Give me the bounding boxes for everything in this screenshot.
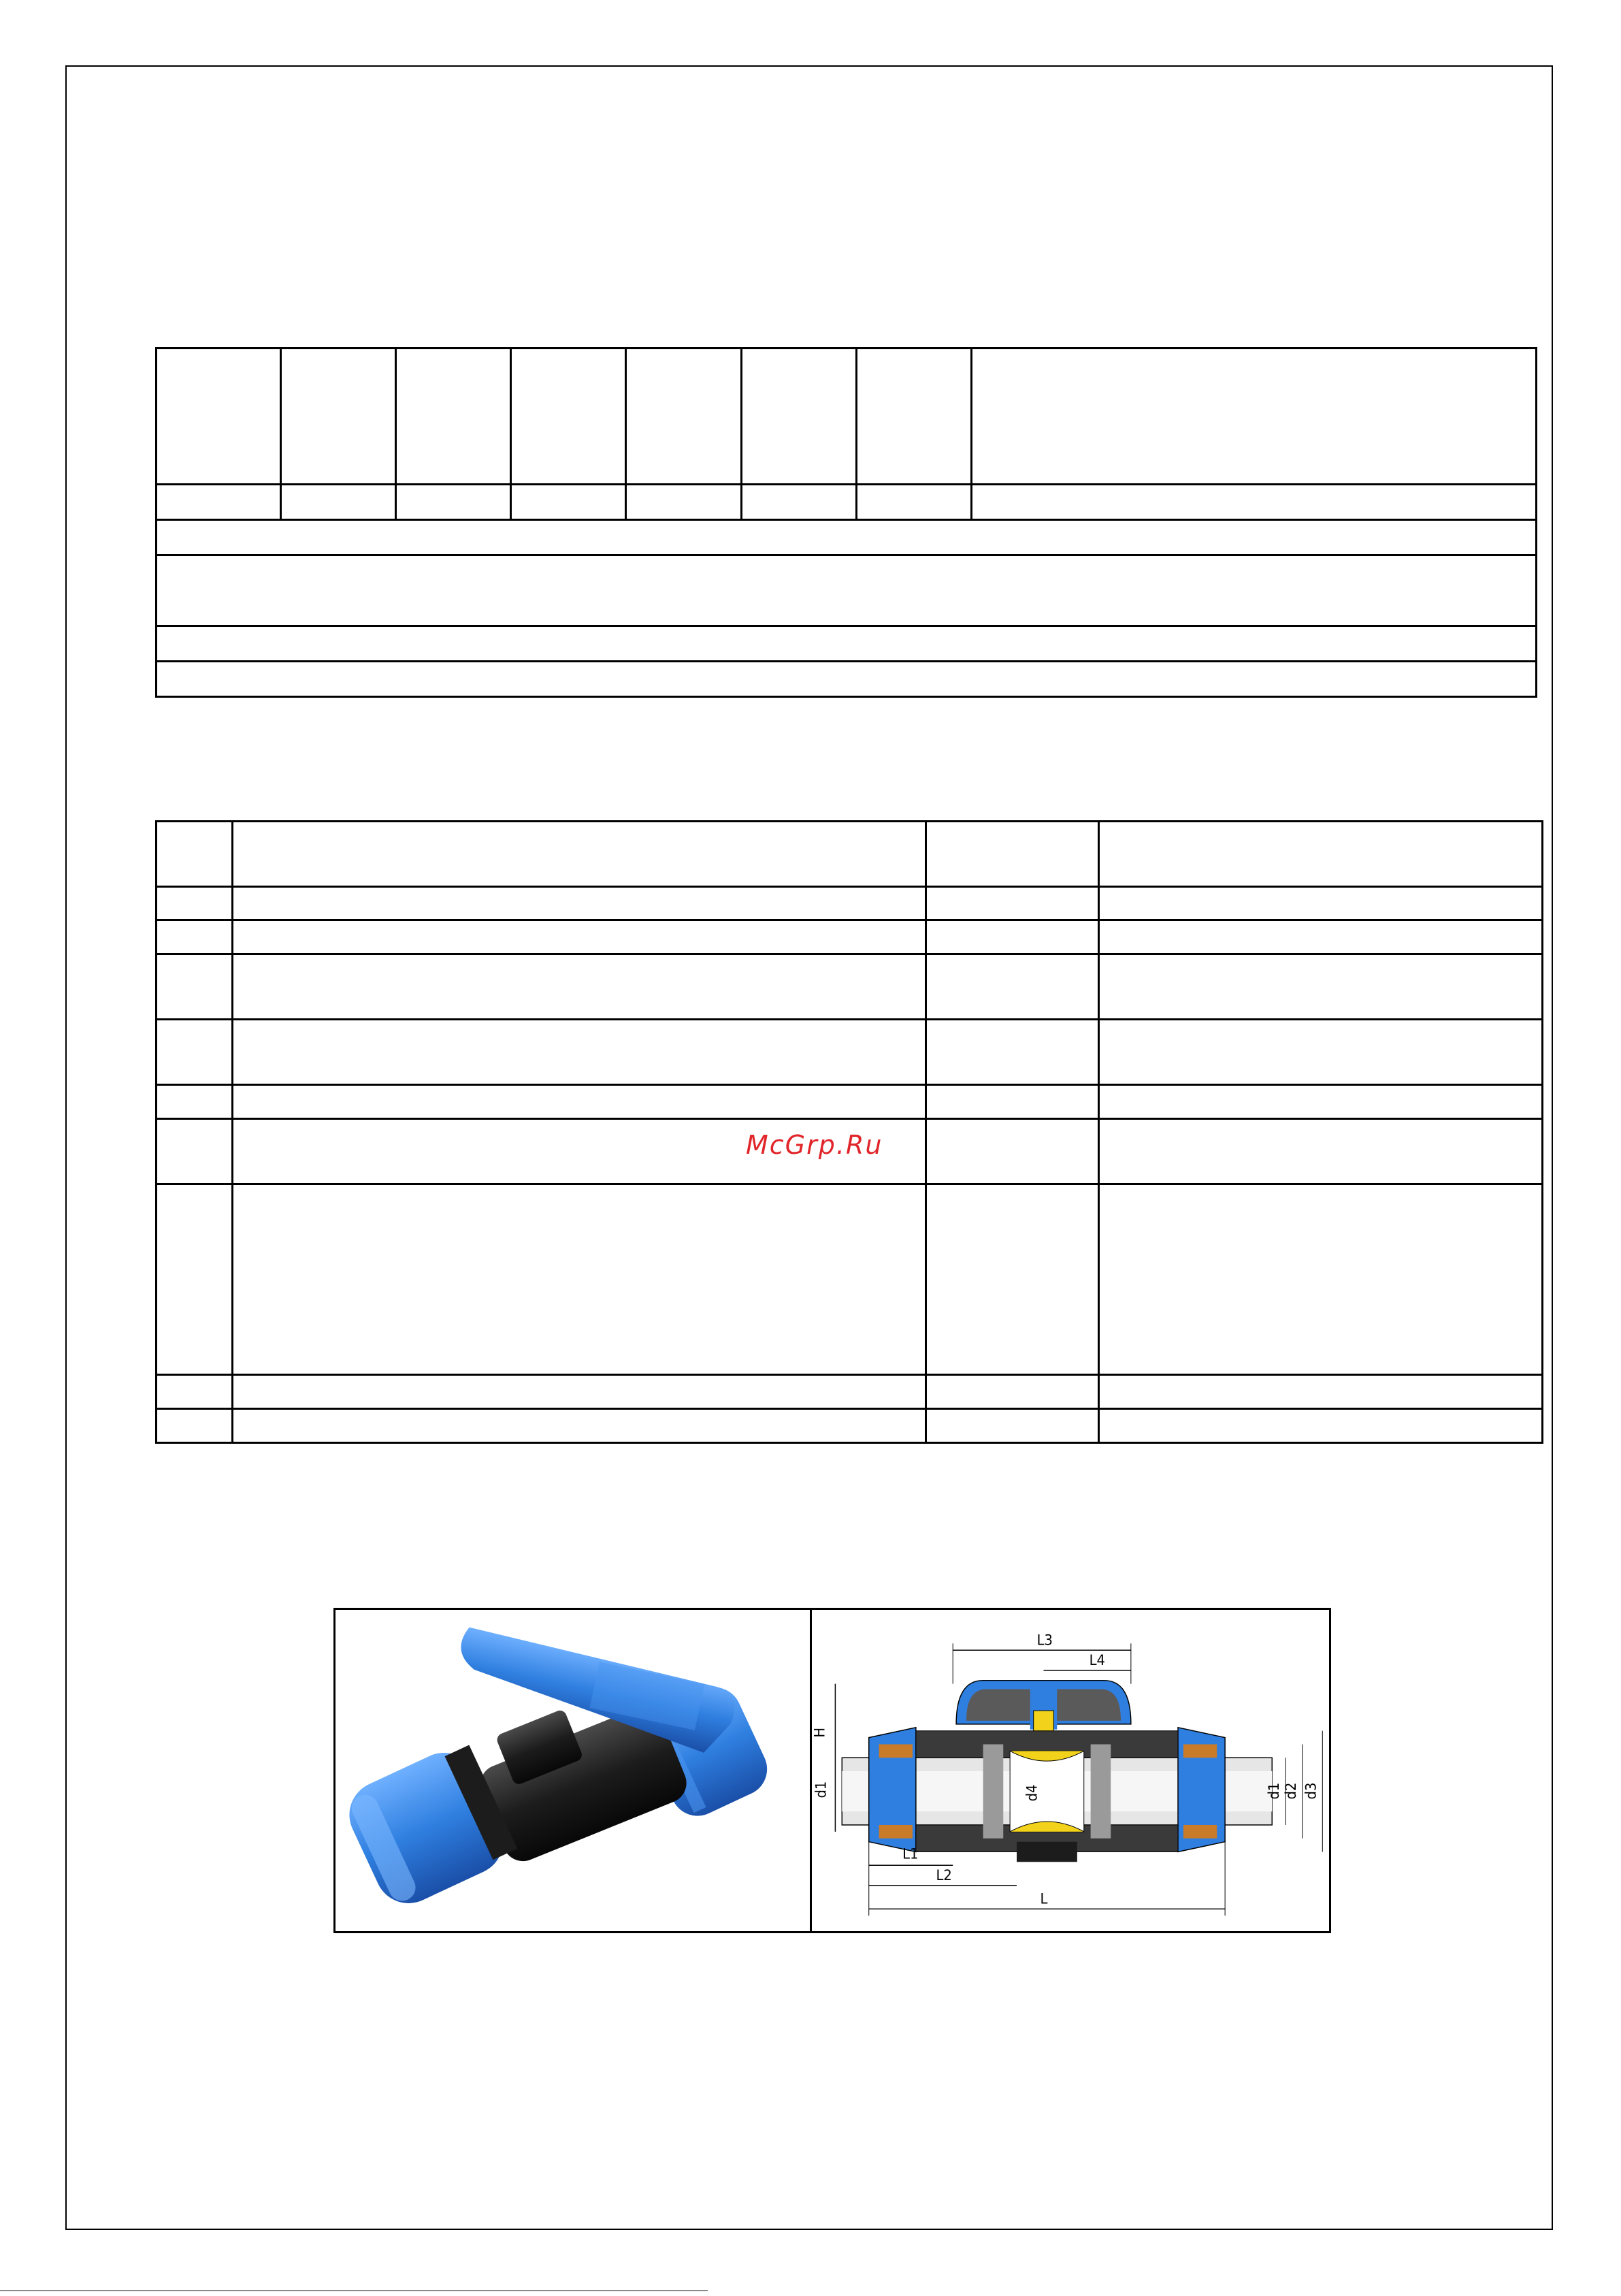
table-cell	[1099, 1085, 1543, 1119]
table-cell	[1099, 1409, 1543, 1443]
ball-valve-image	[335, 1610, 810, 1931]
table-cell	[511, 485, 626, 520]
table-cell	[857, 349, 972, 485]
technical-drawing	[812, 1610, 1329, 1931]
table-cell	[281, 485, 396, 520]
table-row	[157, 1375, 1543, 1409]
table-cell	[233, 920, 926, 954]
label-l: L	[1040, 1890, 1048, 1908]
table-cell	[233, 1409, 926, 1443]
table-cell	[972, 485, 1537, 520]
table-cell	[1099, 954, 1543, 1020]
table-cell	[972, 349, 1537, 485]
table-cell	[281, 349, 396, 485]
table-cell	[626, 485, 742, 520]
table-cell	[511, 349, 626, 485]
product-info-table	[155, 347, 1537, 698]
table-cell	[157, 1409, 233, 1443]
table-cell	[233, 887, 926, 920]
table-row	[157, 626, 1537, 662]
table-row	[157, 662, 1537, 697]
table-row	[157, 1409, 1543, 1443]
table-cell	[926, 1085, 1099, 1119]
footer-rule	[0, 2290, 708, 2291]
table-row	[157, 1085, 1543, 1119]
product-figure	[333, 1608, 1331, 1933]
table-cell	[926, 1375, 1099, 1409]
table-header-row	[157, 822, 1543, 887]
table-cell	[157, 1020, 233, 1085]
table-row	[157, 555, 1537, 626]
table-cell	[233, 822, 926, 887]
table-row	[157, 485, 1537, 520]
table-cell	[157, 662, 1537, 697]
table-cell	[926, 954, 1099, 1020]
table-cell	[1099, 920, 1543, 954]
label-d3: d3	[1303, 1782, 1320, 1800]
table-cell	[1099, 887, 1543, 920]
table-cell	[157, 920, 233, 954]
table-cell	[157, 520, 1537, 555]
table-cell	[157, 1085, 233, 1119]
table-cell	[1099, 822, 1543, 887]
table-cell	[157, 887, 233, 920]
underline-mark	[157, 554, 327, 556]
table-cell	[926, 887, 1099, 920]
table-cell	[233, 1020, 926, 1085]
table-header-row	[157, 349, 1537, 485]
table-cell	[926, 1020, 1099, 1085]
table-cell	[233, 1184, 926, 1375]
table-cell	[157, 1375, 233, 1409]
table-cell	[396, 485, 511, 520]
table-cell	[157, 822, 233, 887]
label-l4: L4	[1089, 1651, 1105, 1669]
table-row	[157, 920, 1543, 954]
table-row	[157, 954, 1543, 1020]
valve-cross-section	[812, 1610, 1329, 1931]
table-cell	[857, 485, 972, 520]
table-row	[157, 1020, 1543, 1085]
table-cell	[1099, 1184, 1543, 1375]
table-cell	[233, 954, 926, 1020]
table-cell	[1099, 1020, 1543, 1085]
table-cell	[1099, 1119, 1543, 1184]
label-d1-right: d1	[1266, 1782, 1283, 1800]
table-cell	[396, 349, 511, 485]
table-cell	[742, 349, 857, 485]
label-d2: d2	[1282, 1782, 1300, 1800]
valve-photo	[335, 1610, 812, 1931]
label-l2: L2	[936, 1866, 952, 1884]
table-row	[157, 1184, 1543, 1375]
table-cell	[233, 1085, 926, 1119]
table-cell	[926, 1409, 1099, 1443]
label-l3: L3	[1036, 1632, 1053, 1649]
label-d1-left: d1	[813, 1781, 830, 1798]
table-cell	[157, 1119, 233, 1184]
label-l1: L1	[902, 1845, 919, 1863]
table-cell	[926, 1184, 1099, 1375]
table-cell	[926, 822, 1099, 887]
table-cell	[626, 349, 742, 485]
table-cell	[742, 485, 857, 520]
table-cell	[926, 1119, 1099, 1184]
table-cell	[1099, 1375, 1543, 1409]
table-cell	[157, 626, 1537, 662]
label-d4: d4	[1024, 1784, 1041, 1802]
table-cell	[233, 1375, 926, 1409]
table-cell	[157, 555, 1537, 626]
table-cell	[157, 954, 233, 1020]
table-cell	[926, 920, 1099, 954]
label-h: H	[812, 1727, 829, 1738]
table-cell	[157, 349, 281, 485]
table-cell	[157, 1184, 233, 1375]
table-row	[157, 887, 1543, 920]
watermark-text: McGrp.Ru	[746, 1130, 883, 1160]
table-cell	[157, 485, 281, 520]
table-row	[157, 520, 1537, 555]
